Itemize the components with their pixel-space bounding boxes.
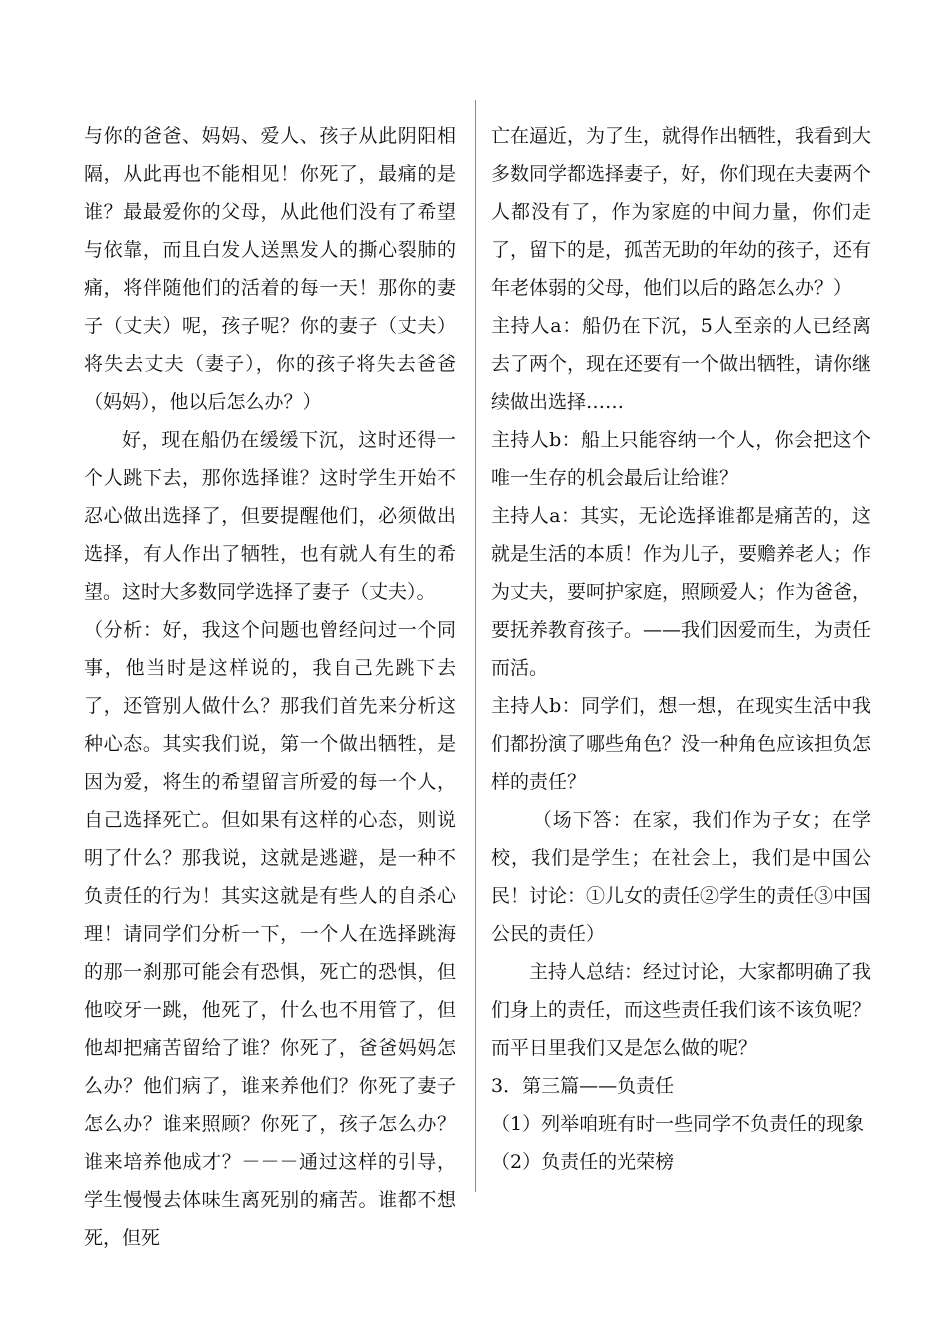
section-heading-3: 3．第三篇——负责任 (491, 1075, 675, 1097)
left-column (84, 117, 456, 1257)
list-item-1: （1）列举咱班有时一些同学不负责任的现象 (491, 1113, 865, 1135)
right-paragraph-6: （场下答：在家，我们作为子女；在学校，我们是学生；在社会上，我们是中国公民！讨论：①儿女的责任②学生的责任③中国公民的责任） (491, 809, 872, 945)
right-paragraph-2: 主持人a：船仍在下沉，5人至亲的人已经离去了两个，现在还要有一个做出牺牲，请你继续做出选择…… (491, 315, 872, 413)
left-paragraph-1: 与你的爸爸、妈妈、爱人、孩子从此阴阳相隔，从此再也不能相见！你死了，最痛的是谁？最最爱你的父母，从此他们没有了希望与依靠，而且白发人送黑发人的撕心裂肺的痛，将伴随他们的活着的每一天！那你的妻子（丈夫）呢，孩子呢？你的妻子（丈夫）将失去丈夫（妻子），你的孩子将失去爸爸（妈妈），他以后怎么办？） (84, 125, 456, 413)
column-divider (475, 100, 476, 1192)
left-paragraph-3: （分析：好，我这个问题也曾经问过一个同事，他当时是这样说的，我自己先跳下去了，还管别人做什么？那我们首先来分析这种心态。其实我们说，第一个做出牺牲，是因为爱，将生的希望留言所爱的每一个人，自己选择死亡。但如果有这样的心态，则说明了什么？那我说，这就是逃避，是一种不负责任的行为！其实这就是有些人的自杀心理！请同学们分析一下，一个人在选择跳海的那一刹那可能会有恐惧，死亡的恐惧，但他咬牙一跳，他死了，什么也不用管了，但他却把痛苦留给了谁？你死了，爸爸妈妈怎么办？他们病了，谁来养他们？你死了妻子怎么办？谁来照顾？你死了，孩子怎么办？谁来培养他成才？－－－通过这样的引导，学生慢慢去体味生离死别的痛苦。谁都不想死，但死 (84, 619, 456, 1249)
right-paragraph-7: 主持人总结：经过讨论，大家都明确了我们身上的责任，而这些责任我们该不该负呢？而平日里我们又是怎么做的呢？ (491, 961, 872, 1059)
right-paragraph-4: 主持人a：其实，无论选择谁都是痛苦的，这就是生活的本质！作为儿子，要赡养老人；作为丈夫，要呵护家庭，照顾爱人；作为爸爸，要抚养教育孩子。——我们因爱而生，为责任而活。 (491, 505, 872, 679)
left-paragraph-2: 好，现在船仍在缓缓下沉，这时还得一个人跳下去，那你选择谁？这时学生开始不忍心做出选择了，但要提醒他们，必须做出选择，有人作出了牺牲，也有就人有生的希望。这时大多数同学选择了妻子（丈夫）。 (84, 429, 456, 603)
right-paragraph-3: 主持人b：船上只能容纳一个人，你会把这个唯一生存的机会最后让给谁？ (491, 429, 871, 489)
right-paragraph-5: 主持人b：同学们，想一想，在现实生活中我们都扮演了哪些角色？没一种角色应该担负怎样的责任？ (491, 695, 872, 793)
right-column (491, 117, 871, 1181)
list-item-2: （2）负责任的光荣榜 (491, 1151, 675, 1173)
right-paragraph-1: 亡在逼近，为了生，就得作出牺牲，我看到大多数同学都选择妻子，好，你们现在夫妻两个人都没有了，作为家庭的中间力量，你们走了，留下的是，孤苦无助的年幼的孩子，还有年老体弱的父母，他们以后的路怎么办？） (491, 125, 872, 299)
